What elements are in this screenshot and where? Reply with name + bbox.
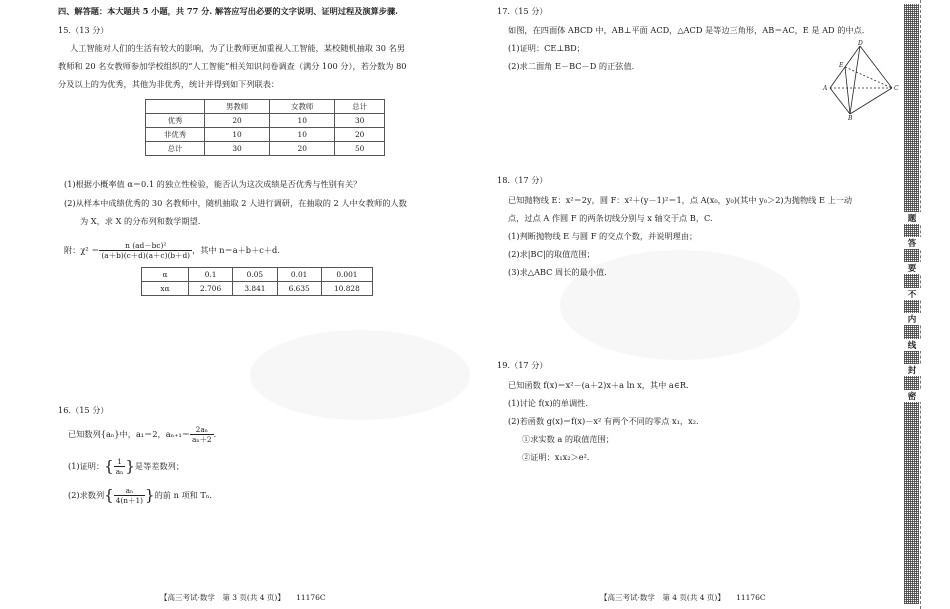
- edge-eb: [845, 67, 850, 114]
- edge-ec: [845, 67, 892, 88]
- section-title: 四、解答题：本大题共 5 小题，共 77 分. 解答应写出必要的文字说明、证明过程及演算步骤.: [58, 6, 398, 16]
- label-a: A: [823, 85, 828, 92]
- table-cell: 6.635: [277, 282, 321, 296]
- chi-square-formula: [64, 238, 280, 262]
- q18-part3: (3)求△ABC 周长的最小值.: [508, 267, 607, 277]
- binding-char: 答: [903, 237, 921, 249]
- q17-part2: (2)求二面角 E－BC－D 的正弦值.: [508, 61, 635, 71]
- table-row: [146, 114, 385, 128]
- left-brace: {: [104, 485, 114, 504]
- left-brace: {: [104, 456, 114, 475]
- q15-part2: 为 X，求 X 的分布列和数学期望.: [80, 216, 201, 226]
- table-row: [146, 128, 385, 142]
- fraction-numerator: aₙ: [114, 486, 145, 496]
- q17-header: 17.（15 分）: [497, 6, 548, 16]
- table-cell: 非优秀: [146, 128, 205, 142]
- fraction-denominator: aₙ＋2: [191, 434, 212, 444]
- binding-char: 题: [903, 212, 921, 224]
- q18-part1: (1)判断抛物线 E 与圆 F 的交点个数，并说明理由；: [508, 231, 698, 241]
- q18-part2: (2)求|BC|的取值范围；: [508, 249, 595, 259]
- table-row: [146, 142, 385, 156]
- q16-part2: [68, 484, 212, 506]
- table-cell: 优秀: [146, 114, 205, 128]
- table-row: [142, 282, 373, 296]
- binding-dashed-line: [920, 0, 921, 609]
- label-c: C: [894, 85, 899, 92]
- q15-para: 分及以上的为优秀，其他为非优秀，统计并得到如下列联表：: [58, 79, 280, 89]
- q16-part1-suffix: 是等差数列；: [134, 460, 185, 471]
- q17-part1: (1)证明：CE⊥BD；: [508, 43, 585, 53]
- table-cell: 20: [335, 128, 385, 142]
- binding-char: 不: [903, 288, 921, 300]
- table-cell: 3.841: [233, 282, 277, 296]
- q15-part1: (1)根据小概率值 α＝0.1 的独立性检验，能否认为这次成绩是否优秀与性别有关？: [64, 179, 362, 189]
- q16-header: 16.（15 分）: [58, 405, 109, 415]
- table-cell: 10: [205, 128, 270, 142]
- q19-sub2: ②证明：x₁x₂＞e².: [522, 452, 590, 462]
- table-cell: 0.1: [189, 268, 233, 282]
- q16-part1-prefix: (1)证明：: [68, 460, 105, 471]
- recurrence-fraction: [190, 425, 214, 444]
- q16-line: [68, 422, 216, 446]
- table-cell: 0.01: [277, 268, 321, 282]
- table-cell: 10.828: [321, 282, 372, 296]
- formula-numerator: n (ad－bc)²: [99, 241, 192, 251]
- footer-page-4: 【高三考试·数学 第 4 页(共 4 页)】 11176C: [600, 593, 766, 602]
- formula-prefix: 附：χ² ＝: [64, 244, 100, 255]
- table-cell: 20: [205, 114, 270, 128]
- q16-line1-suffix: .: [213, 428, 217, 439]
- fraction-denominator: 4(n＋1): [115, 495, 144, 505]
- fraction-denominator: aₙ: [115, 466, 124, 476]
- right-brace: }: [125, 456, 135, 475]
- label-b: B: [848, 115, 853, 120]
- q15-part2: (2)从样本中成绩优秀的 30 名教师中，随机抽取 2 人进行调研，在抽取的 2 人中女教师的人数: [64, 198, 407, 208]
- edge-dc: [860, 46, 892, 88]
- formula-fraction: [99, 241, 192, 260]
- critical-value-table: [141, 267, 373, 296]
- binding-char: 要: [903, 262, 921, 274]
- q19-part2: (2)若函数 g(x)＝f(x)－x² 有两个不同的零点 x₁，x₂.: [508, 416, 699, 426]
- q18-stem: 已知抛物线 E：x²＝2y，圆 F：x²＋(y－1)²＝1，点 A(x₀，y₀)(其中 y₀＞2)为抛物线 E 上一动: [508, 195, 853, 205]
- table-header-row: [146, 100, 385, 114]
- table-cell: 女教师: [270, 100, 335, 114]
- q16-part2-suffix: 的前 n 项和 Tₙ.: [154, 489, 213, 500]
- paper-smudge: [250, 330, 470, 420]
- table-cell: 10: [270, 128, 335, 142]
- table-cell: 0.001: [321, 268, 372, 282]
- right-brace: }: [145, 485, 155, 504]
- table-row: [142, 268, 373, 282]
- table-cell: α: [142, 268, 189, 282]
- q17-stem: 如图，在四面体 ABCD 中，AB⊥平面 ACD，△ACD 是等边三角形，AB＝AC，E 是 AD 的中点.: [508, 25, 865, 35]
- table-cell: 男教师: [205, 100, 270, 114]
- q15-para: 人工智能对人们的生活有较大的影响，为了让教师更加重视人工智能，某校随机抽取 30 名男: [70, 43, 405, 53]
- table-cell: 0.05: [233, 268, 277, 282]
- q18-header: 18.（17 分）: [497, 175, 548, 185]
- sequence-fraction: [114, 486, 145, 505]
- q19-stem: 已知函数 f(x)＝x²－(a＋2)x＋a ln x，其中 a∈R.: [508, 380, 689, 390]
- q18-stem: 点，过点 A 作圆 F 的两条切线分别与 x 轴交于点 B，C.: [508, 213, 713, 223]
- label-e: E: [839, 62, 844, 69]
- edge-db: [850, 46, 860, 114]
- q15-para: 教师和 20 名女教师参加学校组织的“人工智能”相关知识问卷调查（满分 100 分），若分数为 80: [58, 61, 407, 71]
- edge-cb: [850, 88, 892, 114]
- fraction-numerator: 2aₙ: [190, 425, 214, 435]
- q19-header: 19.（17 分）: [497, 360, 548, 370]
- table-cell: 50: [335, 142, 385, 156]
- table-cell: [146, 100, 205, 114]
- table-cell: 2.706: [189, 282, 233, 296]
- footer-page-3: 【高三考试·数学 第 3 页(共 4 页)】 11176C: [160, 593, 326, 602]
- fraction-numerator: 1: [114, 457, 126, 467]
- q19-sub1: ①求实数 a 的取值范围；: [522, 434, 614, 444]
- edge-ab: [830, 88, 850, 114]
- table-cell: 总计: [335, 100, 385, 114]
- q15-header: 15.（13 分）: [58, 25, 109, 35]
- binding-pattern-strip: [904, 4, 919, 604]
- q19-part1: (1)讨论 f(x)的单调性.: [508, 398, 588, 408]
- q16-part2-prefix: (2)求数列: [68, 489, 105, 500]
- table-cell: 30: [205, 142, 270, 156]
- table-cell: 30: [335, 114, 385, 128]
- binding-char: 密: [903, 390, 921, 402]
- binding-char: 内: [903, 313, 921, 325]
- table-cell: 10: [270, 114, 335, 128]
- table-cell: xα: [142, 282, 189, 296]
- formula-denominator: (a＋b)(c＋d)(a＋c)(b＋d): [101, 250, 191, 260]
- tetrahedron-figure: [822, 40, 902, 120]
- table-cell: 20: [270, 142, 335, 156]
- q16-line1-prefix: 已知数列{aₙ}中，a₁＝2，aₙ₊₁＝: [68, 428, 190, 439]
- reciprocal-fraction: [114, 457, 126, 476]
- table-cell: 总计: [146, 142, 205, 156]
- label-d: D: [858, 40, 863, 47]
- contingency-table: [145, 99, 385, 156]
- formula-suffix: ，其中 n＝a＋b＋c＋d.: [192, 244, 280, 255]
- binding-char: 线: [903, 339, 921, 351]
- binding-char: 封: [903, 364, 921, 376]
- q16-part1: [68, 455, 184, 477]
